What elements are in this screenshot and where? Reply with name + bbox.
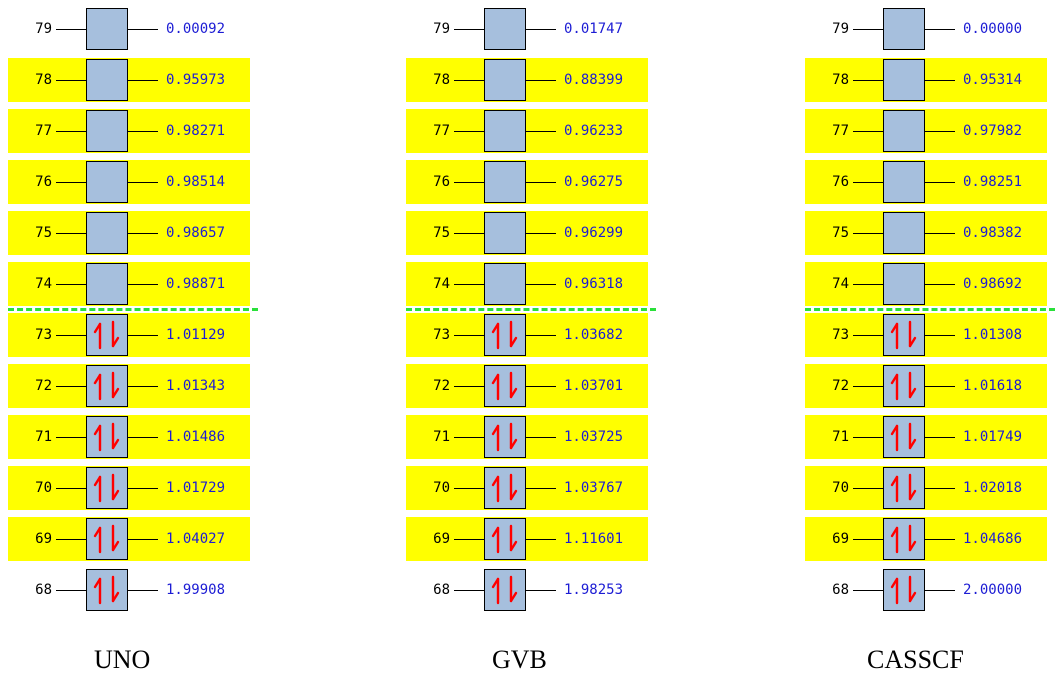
level-line-left xyxy=(853,131,883,132)
level-line-right xyxy=(526,182,556,183)
occupation-number: 0.96233 xyxy=(564,123,624,139)
empty-orbital-box xyxy=(484,59,526,101)
occupation-number: 1.99908 xyxy=(166,582,226,598)
panel-uno xyxy=(8,0,258,678)
spin-up-arrow-icon xyxy=(892,324,897,348)
orbital-index: 71 xyxy=(35,429,52,445)
spin-up-arrow-icon xyxy=(493,324,498,348)
spin-up-arrow-icon xyxy=(95,528,100,552)
level-line-right xyxy=(925,437,955,438)
spin-down-arrow-icon xyxy=(511,424,516,448)
orbital-index: 75 xyxy=(832,225,849,241)
spin-down-arrow-icon xyxy=(113,475,118,499)
orbital-index: 68 xyxy=(35,582,52,598)
empty-orbital-box xyxy=(484,212,526,254)
orbital-index: 72 xyxy=(832,378,849,394)
spin-up-arrow-icon xyxy=(493,426,498,450)
occupation-number: 1.01308 xyxy=(963,327,1023,343)
panel-casscf xyxy=(805,0,1055,678)
occupation-number: 2.00000 xyxy=(963,582,1023,598)
level-line-left xyxy=(454,131,484,132)
orbital-index: 75 xyxy=(35,225,52,241)
spin-up-arrow-icon xyxy=(493,375,498,399)
level-line-right xyxy=(925,182,955,183)
homo-lumo-divider xyxy=(8,308,258,311)
spin-up-arrow-icon xyxy=(95,579,100,603)
orbital-index: 73 xyxy=(433,327,450,343)
orbital-row-69 xyxy=(8,517,250,561)
orbital-row-75 xyxy=(406,211,648,255)
orbital-index: 73 xyxy=(35,327,52,343)
orbital-index: 72 xyxy=(35,378,52,394)
level-line-left xyxy=(853,437,883,438)
orbital-row-77 xyxy=(406,109,648,153)
orbital-index: 68 xyxy=(832,582,849,598)
level-line-left xyxy=(56,233,86,234)
level-line-left xyxy=(454,80,484,81)
orbital-index: 76 xyxy=(433,174,450,190)
level-line-left xyxy=(853,539,883,540)
level-line-left xyxy=(56,590,86,591)
spin-down-arrow-icon xyxy=(910,475,915,499)
level-line-right xyxy=(526,131,556,132)
level-line-right xyxy=(128,590,158,591)
orbital-index: 79 xyxy=(433,21,450,37)
level-line-right xyxy=(925,284,955,285)
orbital-row-79 xyxy=(406,7,648,51)
level-line-right xyxy=(526,29,556,30)
level-line-left xyxy=(56,437,86,438)
level-line-right xyxy=(128,437,158,438)
occupied-orbital-box xyxy=(86,518,128,560)
level-line-right xyxy=(128,182,158,183)
level-line-left xyxy=(56,29,86,30)
empty-orbital-box xyxy=(86,161,128,203)
spin-down-arrow-icon xyxy=(113,373,118,397)
empty-orbital-box xyxy=(86,59,128,101)
level-line-right xyxy=(526,80,556,81)
level-line-right xyxy=(526,284,556,285)
occupation-number: 0.95973 xyxy=(166,72,226,88)
level-line-right xyxy=(925,80,955,81)
level-line-left xyxy=(853,233,883,234)
empty-orbital-box xyxy=(883,212,925,254)
level-line-right xyxy=(128,233,158,234)
occupied-orbital-box xyxy=(86,314,128,356)
occupation-number: 0.97982 xyxy=(963,123,1023,139)
occupation-number: 0.98692 xyxy=(963,276,1023,292)
empty-orbital-box xyxy=(883,161,925,203)
orbital-row-78 xyxy=(805,58,1047,102)
level-line-left xyxy=(56,284,86,285)
level-line-right xyxy=(526,539,556,540)
level-line-left xyxy=(56,182,86,183)
orbital-row-74 xyxy=(8,262,250,306)
orbital-row-76 xyxy=(805,160,1047,204)
level-line-left xyxy=(853,182,883,183)
level-line-left xyxy=(56,80,86,81)
empty-orbital-box xyxy=(484,8,526,50)
level-line-right xyxy=(925,233,955,234)
orbital-row-74 xyxy=(406,262,648,306)
orbital-row-68 xyxy=(805,568,1047,612)
spin-up-arrow-icon xyxy=(493,528,498,552)
level-line-right xyxy=(526,488,556,489)
orbital-index: 79 xyxy=(832,21,849,37)
level-line-left xyxy=(56,539,86,540)
homo-lumo-divider xyxy=(805,308,1055,311)
spin-up-arrow-icon xyxy=(95,375,100,399)
occupied-orbital-box xyxy=(883,467,925,509)
occupation-number: 1.03682 xyxy=(564,327,624,343)
occupied-orbital-box xyxy=(883,416,925,458)
occupation-number: 0.00000 xyxy=(963,21,1023,37)
orbital-row-78 xyxy=(406,58,648,102)
occupied-orbital-box xyxy=(86,416,128,458)
orbital-row-68 xyxy=(8,568,250,612)
orbital-index: 70 xyxy=(832,480,849,496)
orbital-index: 69 xyxy=(433,531,450,547)
orbital-index: 78 xyxy=(832,72,849,88)
orbital-index: 75 xyxy=(433,225,450,241)
spin-up-arrow-icon xyxy=(892,375,897,399)
level-line-right xyxy=(526,335,556,336)
empty-orbital-box xyxy=(86,8,128,50)
orbital-index: 77 xyxy=(35,123,52,139)
orbital-row-71 xyxy=(406,415,648,459)
level-line-left xyxy=(56,386,86,387)
panel-label-uno: UNO xyxy=(94,645,151,674)
occupied-orbital-box xyxy=(484,365,526,407)
orbital-index: 74 xyxy=(832,276,849,292)
level-line-left xyxy=(454,437,484,438)
level-line-left xyxy=(454,590,484,591)
spin-up-arrow-icon xyxy=(95,324,100,348)
orbital-row-73 xyxy=(406,313,648,357)
occupation-number: 1.01486 xyxy=(166,429,226,445)
orbital-row-71 xyxy=(805,415,1047,459)
spin-down-arrow-icon xyxy=(511,322,516,346)
occupation-number: 0.96299 xyxy=(564,225,624,241)
orbital-index: 69 xyxy=(35,531,52,547)
occupation-number: 1.04686 xyxy=(963,531,1023,547)
level-line-left xyxy=(454,182,484,183)
orbital-row-73 xyxy=(8,313,250,357)
level-line-right xyxy=(128,131,158,132)
orbital-index: 71 xyxy=(832,429,849,445)
occupied-orbital-box xyxy=(86,467,128,509)
empty-orbital-box xyxy=(86,212,128,254)
orbital-row-78 xyxy=(8,58,250,102)
level-line-left xyxy=(454,29,484,30)
orbital-row-69 xyxy=(406,517,648,561)
empty-orbital-box xyxy=(883,8,925,50)
level-line-right xyxy=(925,590,955,591)
spin-down-arrow-icon xyxy=(113,526,118,550)
orbital-row-75 xyxy=(8,211,250,255)
level-line-right xyxy=(925,29,955,30)
orbital-row-71 xyxy=(8,415,250,459)
spin-down-arrow-icon xyxy=(910,577,915,601)
spin-down-arrow-icon xyxy=(910,373,915,397)
empty-orbital-box xyxy=(484,263,526,305)
level-line-left xyxy=(454,335,484,336)
occupied-orbital-box xyxy=(484,467,526,509)
orbital-index: 73 xyxy=(832,327,849,343)
level-line-right xyxy=(526,386,556,387)
level-line-left xyxy=(853,590,883,591)
orbital-row-79 xyxy=(8,7,250,51)
occupation-number: 0.96318 xyxy=(564,276,624,292)
spin-down-arrow-icon xyxy=(113,322,118,346)
orbital-row-77 xyxy=(805,109,1047,153)
occupied-orbital-box xyxy=(484,518,526,560)
occupied-orbital-box xyxy=(86,569,128,611)
level-line-left xyxy=(853,284,883,285)
level-line-left xyxy=(853,386,883,387)
spin-down-arrow-icon xyxy=(113,577,118,601)
occupation-number: 0.96275 xyxy=(564,174,624,190)
occupation-number: 1.01343 xyxy=(166,378,226,394)
occupied-orbital-box xyxy=(484,569,526,611)
orbital-row-69 xyxy=(805,517,1047,561)
occupation-number: 1.02018 xyxy=(963,480,1023,496)
occupation-number: 1.01749 xyxy=(963,429,1023,445)
orbital-row-75 xyxy=(805,211,1047,255)
orbital-row-77 xyxy=(8,109,250,153)
orbital-row-74 xyxy=(805,262,1047,306)
occupation-number: 0.01747 xyxy=(564,21,624,37)
orbital-row-73 xyxy=(805,313,1047,357)
spin-up-arrow-icon xyxy=(892,528,897,552)
orbital-index: 69 xyxy=(832,531,849,547)
occupation-number: 0.00092 xyxy=(166,21,226,37)
occupied-orbital-box xyxy=(883,569,925,611)
homo-lumo-divider xyxy=(406,308,656,311)
empty-orbital-box xyxy=(883,59,925,101)
level-line-left xyxy=(454,539,484,540)
level-line-right xyxy=(526,233,556,234)
spin-down-arrow-icon xyxy=(511,577,516,601)
orbital-index: 76 xyxy=(832,174,849,190)
spin-down-arrow-icon xyxy=(910,322,915,346)
orbital-row-72 xyxy=(406,364,648,408)
orbital-row-79 xyxy=(805,7,1047,51)
spin-up-arrow-icon xyxy=(95,426,100,450)
level-line-left xyxy=(56,131,86,132)
occupation-number: 0.98251 xyxy=(963,174,1023,190)
orbital-index: 68 xyxy=(433,582,450,598)
level-line-right xyxy=(128,488,158,489)
level-line-right xyxy=(128,80,158,81)
spin-up-arrow-icon xyxy=(892,426,897,450)
orbital-row-72 xyxy=(8,364,250,408)
level-line-right xyxy=(925,539,955,540)
orbital-row-76 xyxy=(8,160,250,204)
orbital-row-70 xyxy=(8,466,250,510)
spin-up-arrow-icon xyxy=(892,477,897,501)
level-line-left xyxy=(454,284,484,285)
spin-down-arrow-icon xyxy=(910,526,915,550)
occupation-number: 1.11601 xyxy=(564,531,624,547)
level-line-right xyxy=(526,590,556,591)
empty-orbital-box xyxy=(484,110,526,152)
spin-down-arrow-icon xyxy=(511,475,516,499)
occupation-number: 1.98253 xyxy=(564,582,624,598)
level-line-left xyxy=(56,335,86,336)
orbital-row-68 xyxy=(406,568,648,612)
empty-orbital-box xyxy=(86,263,128,305)
orbital-row-70 xyxy=(406,466,648,510)
level-line-right xyxy=(925,131,955,132)
orbital-row-70 xyxy=(805,466,1047,510)
occupation-number: 0.88399 xyxy=(564,72,624,88)
occupied-orbital-box xyxy=(86,365,128,407)
occupied-orbital-box xyxy=(484,416,526,458)
orbital-index: 76 xyxy=(35,174,52,190)
level-line-left xyxy=(454,233,484,234)
level-line-left xyxy=(454,386,484,387)
occupation-number: 1.01618 xyxy=(963,378,1023,394)
spin-down-arrow-icon xyxy=(511,526,516,550)
panel-label-casscf: CASSCF xyxy=(867,645,964,674)
orbital-index: 79 xyxy=(35,21,52,37)
spin-up-arrow-icon xyxy=(493,477,498,501)
orbital-index: 74 xyxy=(433,276,450,292)
orbital-index: 70 xyxy=(433,480,450,496)
level-line-left xyxy=(853,488,883,489)
empty-orbital-box xyxy=(883,263,925,305)
occupied-orbital-box xyxy=(883,518,925,560)
orbital-index: 78 xyxy=(35,72,52,88)
occupied-orbital-box xyxy=(883,365,925,407)
level-line-right xyxy=(925,335,955,336)
orbital-row-72 xyxy=(805,364,1047,408)
orbital-index: 74 xyxy=(35,276,52,292)
orbital-index: 72 xyxy=(433,378,450,394)
occupation-number: 0.98657 xyxy=(166,225,226,241)
spin-up-arrow-icon xyxy=(892,579,897,603)
occupation-number: 1.03701 xyxy=(564,378,624,394)
level-line-right xyxy=(128,284,158,285)
occupation-number: 0.98514 xyxy=(166,174,226,190)
level-line-left xyxy=(853,80,883,81)
level-line-right xyxy=(526,437,556,438)
occupation-number: 1.01729 xyxy=(166,480,226,496)
level-line-left xyxy=(56,488,86,489)
occupation-number: 1.03725 xyxy=(564,429,624,445)
occupied-orbital-box xyxy=(484,314,526,356)
orbital-row-76 xyxy=(406,160,648,204)
occupation-number: 1.01129 xyxy=(166,327,226,343)
occupation-number: 0.98871 xyxy=(166,276,226,292)
level-line-left xyxy=(853,29,883,30)
orbital-index: 78 xyxy=(433,72,450,88)
level-line-left xyxy=(853,335,883,336)
occupation-number: 1.03767 xyxy=(564,480,624,496)
spin-up-arrow-icon xyxy=(493,579,498,603)
spin-down-arrow-icon xyxy=(910,424,915,448)
occupied-orbital-box xyxy=(883,314,925,356)
panel-label-gvb: GVB xyxy=(492,645,547,674)
level-line-right xyxy=(925,386,955,387)
occupation-number: 0.95314 xyxy=(963,72,1023,88)
spin-down-arrow-icon xyxy=(511,373,516,397)
orbital-index: 77 xyxy=(832,123,849,139)
occupation-number: 1.04027 xyxy=(166,531,226,547)
level-line-right xyxy=(128,386,158,387)
panel-gvb xyxy=(406,0,656,678)
orbital-index: 77 xyxy=(433,123,450,139)
spin-down-arrow-icon xyxy=(113,424,118,448)
level-line-right xyxy=(128,539,158,540)
spin-up-arrow-icon xyxy=(95,477,100,501)
level-line-right xyxy=(128,29,158,30)
empty-orbital-box xyxy=(883,110,925,152)
orbital-index: 70 xyxy=(35,480,52,496)
orbital-index: 71 xyxy=(433,429,450,445)
occupation-number: 0.98271 xyxy=(166,123,226,139)
level-line-left xyxy=(454,488,484,489)
level-line-right xyxy=(925,488,955,489)
empty-orbital-box xyxy=(484,161,526,203)
empty-orbital-box xyxy=(86,110,128,152)
level-line-right xyxy=(128,335,158,336)
occupation-number: 0.98382 xyxy=(963,225,1023,241)
